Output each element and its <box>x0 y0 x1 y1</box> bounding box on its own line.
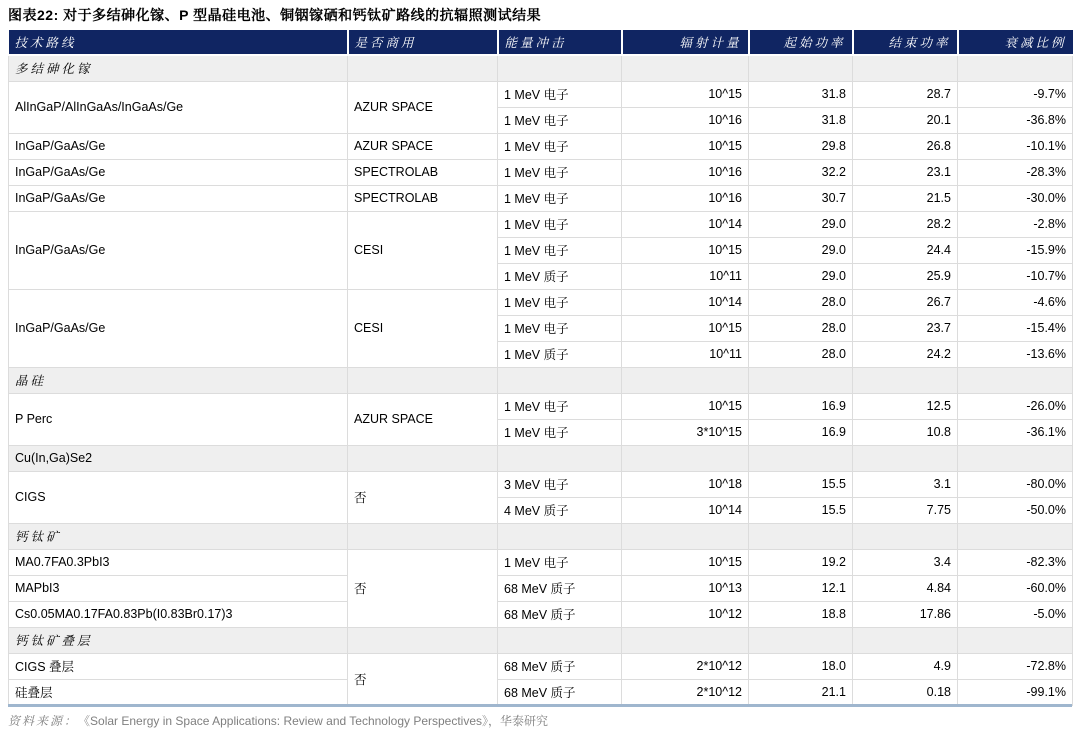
section-empty-cell <box>853 523 958 549</box>
section-empty-cell <box>622 445 749 471</box>
cell-decay: -10.7% <box>958 263 1073 289</box>
section-row <box>9 367 1073 393</box>
cell-start: 18.8 <box>749 601 853 627</box>
section-empty-cell <box>622 523 749 549</box>
section-row <box>9 627 1073 653</box>
cell-tech: CIGS 叠层 <box>9 653 348 679</box>
section-row <box>9 445 1073 471</box>
cell-start: 16.9 <box>749 393 853 419</box>
section-empty-cell <box>348 523 498 549</box>
source-text: 《Solar Energy in Space Applications: Review and Technology Perspectives》，华泰研究 <box>84 714 549 728</box>
cell-end: 4.9 <box>853 653 958 679</box>
section-empty-cell <box>498 367 622 393</box>
cell-end: 12.5 <box>853 393 958 419</box>
cell-impact: 1 MeV 质子 <box>498 341 622 367</box>
cell-impact: 3 MeV 电子 <box>498 471 622 497</box>
cell-tech: InGaP/GaAs/Ge <box>9 289 348 367</box>
cell-end: 3.4 <box>853 549 958 575</box>
radiation-test-table <box>8 30 1073 706</box>
table-row <box>9 575 1073 601</box>
cell-vendor: 否 <box>348 653 498 705</box>
table-row <box>9 185 1073 211</box>
table-bottom-border <box>8 704 1072 707</box>
cell-decay: -4.6% <box>958 289 1073 315</box>
cell-tech: 硅叠层 <box>9 679 348 705</box>
cell-end: 23.1 <box>853 159 958 185</box>
cell-impact: 1 MeV 电子 <box>498 237 622 263</box>
cell-start: 31.8 <box>749 107 853 133</box>
cell-start: 18.0 <box>749 653 853 679</box>
section-empty-cell <box>958 627 1073 653</box>
cell-start: 30.7 <box>749 185 853 211</box>
cell-decay: -15.4% <box>958 315 1073 341</box>
table-row <box>9 211 1073 237</box>
section-empty-cell <box>348 367 498 393</box>
cell-decay: -15.9% <box>958 237 1073 263</box>
table-header <box>9 30 1073 55</box>
cell-dose: 10^14 <box>622 497 749 523</box>
cell-end: 3.1 <box>853 471 958 497</box>
table-row <box>9 653 1073 679</box>
cell-impact: 1 MeV 电子 <box>498 211 622 237</box>
col-header-end: 结束功率 <box>853 30 958 55</box>
cell-decay: -28.3% <box>958 159 1073 185</box>
section-label: 晶硅 <box>9 367 348 393</box>
cell-impact: 1 MeV 电子 <box>498 81 622 107</box>
cell-start: 29.0 <box>749 237 853 263</box>
cell-decay: -10.1% <box>958 133 1073 159</box>
cell-decay: -60.0% <box>958 575 1073 601</box>
cell-dose: 10^15 <box>622 237 749 263</box>
section-empty-cell <box>348 627 498 653</box>
table-row <box>9 679 1073 705</box>
cell-vendor: AZUR SPACE <box>348 133 498 159</box>
cell-vendor: AZUR SPACE <box>348 81 498 133</box>
section-row <box>9 523 1073 549</box>
cell-start: 15.5 <box>749 497 853 523</box>
cell-impact: 1 MeV 电子 <box>498 133 622 159</box>
section-empty-cell <box>958 55 1073 81</box>
col-header-start: 起始功率 <box>749 30 853 55</box>
cell-end: 28.2 <box>853 211 958 237</box>
section-empty-cell <box>853 367 958 393</box>
table-row <box>9 471 1073 497</box>
cell-dose: 10^18 <box>622 471 749 497</box>
cell-decay: -9.7% <box>958 81 1073 107</box>
cell-end: 7.75 <box>853 497 958 523</box>
cell-start: 29.0 <box>749 263 853 289</box>
cell-start: 29.8 <box>749 133 853 159</box>
section-empty-cell <box>749 55 853 81</box>
cell-end: 28.7 <box>853 81 958 107</box>
cell-impact: 1 MeV 质子 <box>498 263 622 289</box>
col-header-vendor: 是否商用 <box>348 30 498 55</box>
cell-vendor: SPECTROLAB <box>348 185 498 211</box>
cell-start: 12.1 <box>749 575 853 601</box>
cell-dose: 2*10^12 <box>622 653 749 679</box>
section-label: 多结砷化镓 <box>9 55 348 81</box>
cell-impact: 1 MeV 电子 <box>498 315 622 341</box>
col-header-impact: 能量冲击 <box>498 30 622 55</box>
table-row <box>9 289 1073 315</box>
cell-start: 31.8 <box>749 81 853 107</box>
cell-decay: -30.0% <box>958 185 1073 211</box>
section-empty-cell <box>498 627 622 653</box>
cell-start: 29.0 <box>749 211 853 237</box>
cell-end: 20.1 <box>853 107 958 133</box>
section-empty-cell <box>853 55 958 81</box>
table-row <box>9 393 1073 419</box>
cell-start: 28.0 <box>749 315 853 341</box>
cell-end: 23.7 <box>853 315 958 341</box>
section-row <box>9 55 1073 81</box>
section-empty-cell <box>622 627 749 653</box>
cell-vendor: SPECTROLAB <box>348 159 498 185</box>
cell-tech: P Perc <box>9 393 348 445</box>
col-header-decay: 衰减比例 <box>958 30 1073 55</box>
cell-tech: MAPbI3 <box>9 575 348 601</box>
table-row <box>9 133 1073 159</box>
section-empty-cell <box>958 523 1073 549</box>
cell-impact: 1 MeV 电子 <box>498 393 622 419</box>
cell-end: 26.8 <box>853 133 958 159</box>
cell-dose: 10^14 <box>622 289 749 315</box>
section-empty-cell <box>853 627 958 653</box>
cell-impact: 1 MeV 电子 <box>498 185 622 211</box>
table-row <box>9 601 1073 627</box>
cell-decay: -36.8% <box>958 107 1073 133</box>
cell-decay: -36.1% <box>958 419 1073 445</box>
cell-dose: 10^11 <box>622 263 749 289</box>
section-empty-cell <box>958 367 1073 393</box>
cell-tech: InGaP/GaAs/Ge <box>9 185 348 211</box>
cell-tech: Cs0.05MA0.17FA0.83Pb(I0.83Br0.17)3 <box>9 601 348 627</box>
section-empty-cell <box>749 627 853 653</box>
section-empty-cell <box>348 445 498 471</box>
cell-start: 32.2 <box>749 159 853 185</box>
figure-title: 图表22: 对于多结砷化镓、P 型晶硅电池、铜铟镓硒和钙钛矿路线的抗辐照测试结果 <box>8 7 542 23</box>
cell-tech: InGaP/GaAs/Ge <box>9 211 348 289</box>
cell-decay: -82.3% <box>958 549 1073 575</box>
cell-end: 0.18 <box>853 679 958 705</box>
cell-impact: 1 MeV 电子 <box>498 419 622 445</box>
cell-dose: 10^16 <box>622 107 749 133</box>
cell-end: 17.86 <box>853 601 958 627</box>
cell-impact: 68 MeV 质子 <box>498 575 622 601</box>
table-row <box>9 549 1073 575</box>
cell-vendor: 否 <box>348 549 498 627</box>
cell-dose: 10^15 <box>622 393 749 419</box>
header-row <box>9 30 1073 55</box>
section-empty-cell <box>622 55 749 81</box>
cell-impact: 1 MeV 电子 <box>498 107 622 133</box>
cell-dose: 10^16 <box>622 185 749 211</box>
section-empty-cell <box>749 367 853 393</box>
section-empty-cell <box>348 55 498 81</box>
section-label: 钙钛矿 <box>9 523 348 549</box>
cell-decay: -99.1% <box>958 679 1073 705</box>
cell-impact: 68 MeV 质子 <box>498 653 622 679</box>
section-label: Cu(In,Ga)Se2 <box>9 445 348 471</box>
cell-end: 10.8 <box>853 419 958 445</box>
cell-tech: InGaP/GaAs/Ge <box>9 159 348 185</box>
table-body <box>9 55 1073 705</box>
cell-impact: 68 MeV 质子 <box>498 601 622 627</box>
cell-dose: 10^16 <box>622 159 749 185</box>
source-note <box>8 712 548 729</box>
cell-dose: 3*10^15 <box>622 419 749 445</box>
cell-start: 19.2 <box>749 549 853 575</box>
section-empty-cell <box>853 445 958 471</box>
cell-dose: 10^15 <box>622 133 749 159</box>
cell-decay: -13.6% <box>958 341 1073 367</box>
cell-impact: 68 MeV 质子 <box>498 679 622 705</box>
section-empty-cell <box>622 367 749 393</box>
cell-end: 21.5 <box>853 185 958 211</box>
cell-dose: 10^15 <box>622 549 749 575</box>
cell-dose: 10^13 <box>622 575 749 601</box>
cell-decay: -80.0% <box>958 471 1073 497</box>
cell-end: 26.7 <box>853 289 958 315</box>
col-header-tech: 技术路线 <box>9 30 348 55</box>
cell-end: 24.4 <box>853 237 958 263</box>
section-empty-cell <box>958 445 1073 471</box>
table-row <box>9 81 1073 107</box>
cell-tech: InGaP/GaAs/Ge <box>9 133 348 159</box>
cell-start: 21.1 <box>749 679 853 705</box>
cell-decay: -26.0% <box>958 393 1073 419</box>
cell-start: 16.9 <box>749 419 853 445</box>
cell-start: 28.0 <box>749 289 853 315</box>
cell-impact: 1 MeV 电子 <box>498 289 622 315</box>
cell-dose: 10^15 <box>622 315 749 341</box>
cell-start: 15.5 <box>749 471 853 497</box>
section-empty-cell <box>498 55 622 81</box>
col-header-dose: 辐射计量 <box>622 30 749 55</box>
section-empty-cell <box>498 523 622 549</box>
cell-vendor: CESI <box>348 211 498 289</box>
cell-dose: 10^15 <box>622 81 749 107</box>
cell-impact: 4 MeV 质子 <box>498 497 622 523</box>
section-empty-cell <box>749 445 853 471</box>
cell-decay: -5.0% <box>958 601 1073 627</box>
cell-dose: 10^14 <box>622 211 749 237</box>
cell-tech: MA0.7FA0.3PbI3 <box>9 549 348 575</box>
cell-start: 28.0 <box>749 341 853 367</box>
cell-vendor: AZUR SPACE <box>348 393 498 445</box>
cell-end: 4.84 <box>853 575 958 601</box>
cell-dose: 2*10^12 <box>622 679 749 705</box>
cell-tech: AlInGaP/AlInGaAs/InGaAs/Ge <box>9 81 348 133</box>
section-empty-cell <box>749 523 853 549</box>
cell-decay: -50.0% <box>958 497 1073 523</box>
cell-tech: CIGS <box>9 471 348 523</box>
source-label: 资料来源： <box>8 714 79 728</box>
cell-decay: -72.8% <box>958 653 1073 679</box>
cell-impact: 1 MeV 电子 <box>498 159 622 185</box>
cell-dose: 10^11 <box>622 341 749 367</box>
section-empty-cell <box>498 445 622 471</box>
cell-vendor: 否 <box>348 471 498 523</box>
cell-end: 24.2 <box>853 341 958 367</box>
table-row <box>9 159 1073 185</box>
cell-end: 25.9 <box>853 263 958 289</box>
cell-decay: -2.8% <box>958 211 1073 237</box>
cell-vendor: CESI <box>348 289 498 367</box>
section-label: 钙钛矿叠层 <box>9 627 348 653</box>
cell-impact: 1 MeV 电子 <box>498 549 622 575</box>
cell-dose: 10^12 <box>622 601 749 627</box>
